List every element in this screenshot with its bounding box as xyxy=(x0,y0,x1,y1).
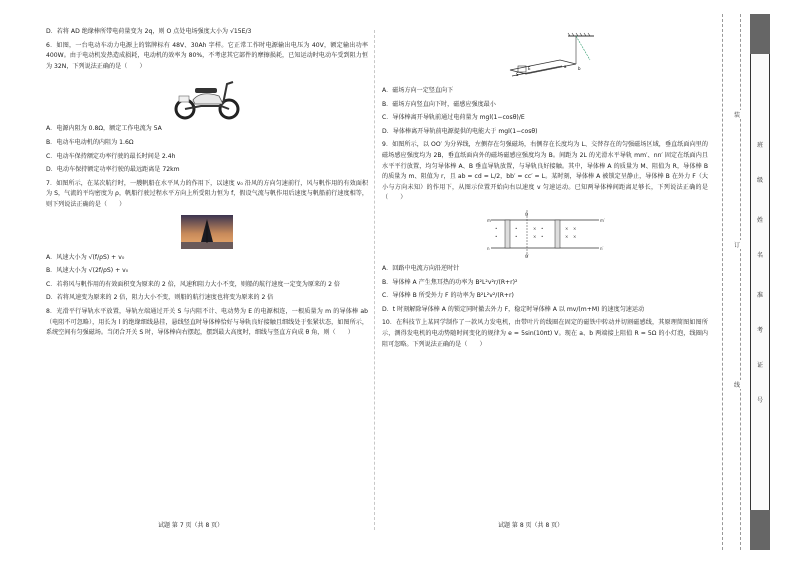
svg-text:•: • xyxy=(515,225,518,231)
strip-label-7: 证 xyxy=(756,362,763,369)
q8-option-a: A．磁场方向一定竖直向下 xyxy=(382,87,454,94)
svg-text:×: × xyxy=(533,225,537,231)
q6-option-d: D．电动车保持额定功率行驶的最远距离是 72km xyxy=(46,166,180,174)
svg-text:•: • xyxy=(495,233,498,239)
q6-option-b: B．电动车电动机的内阻为 1.6Ω xyxy=(46,138,134,146)
strip-dark-top xyxy=(750,14,770,54)
q8-option-b: B．磁场方向竖直向下时，磁感应强度最小 xyxy=(382,100,496,108)
q7-option-c: C．若将风与帆作用的有效面积变为原来的 2 倍，风速和阻力大小不变，则船的航行速度一定变为原来的 2 倍 xyxy=(46,280,340,288)
binding-label-xian: 线 xyxy=(730,380,744,389)
svg-text:×: × xyxy=(565,233,569,239)
rail-pendulum-diagram xyxy=(490,30,600,82)
q6-stem: 6．如图，一台电动车动力电源上的铭牌标有 48V、30Ah 字样。它正常工作时电源输出电压为 40V，额定输出功率 400W。由于电动机发热造成损耗，电动机的效率为 80%，不考虑其它部件的摩擦损耗，已知运动时电动车受到阻力恒为 32N，下列说法正确的是（ ） xyxy=(46,41,368,70)
strip-label-5: 准 xyxy=(756,292,763,299)
q8-stem: 8．光滑平行导轨水平放置，导轨左端通过开关 S 与内阻不计、电动势为 E 的电源相连，一根质量为 m 的导体棒 ab（电阻不可忽略），用长为 l 的绝缘细线悬挂，悬线竖直时导体棒恰好与导轨良好接触且细线处于张紧状态，如图所示，系统空间有匀强磁场。当闭合开关 S 时，导体棒向右摆起，摆到最大高度时，细线与竖直方向成 θ 角，则（ ） xyxy=(46,307,368,337)
student-info-strip xyxy=(750,14,770,550)
q5-option-d: D．若将 AD 绝缘棒所带电荷量变为 2q，则 O 点处电场强度大小为 √15E/3 xyxy=(46,28,252,35)
svg-text:b: b xyxy=(578,66,581,71)
page-divider xyxy=(374,30,375,530)
magnetic-field-diagram xyxy=(485,208,605,260)
strip-label-8: 号 xyxy=(756,397,763,404)
strip-label-1: 班 xyxy=(756,142,763,149)
binding-dashline-outer xyxy=(722,14,723,550)
q9-option-d: D．t 时刻解除导体棒 A 的锁定同时撤去外力 F，稳定时导体棒 A 以 mv/(m+M) 的速度匀速运动 xyxy=(382,305,645,313)
strip-label-6: 考 xyxy=(756,327,763,334)
svg-text:×: × xyxy=(565,225,569,231)
svg-text:m′: m′ xyxy=(600,217,605,223)
left-page xyxy=(46,26,368,341)
svg-text:S: S xyxy=(516,72,519,77)
strip-dark-bottom xyxy=(750,510,770,550)
strip-label-2: 级 xyxy=(756,177,763,184)
binding-dashline-inner xyxy=(740,14,741,550)
svg-text:×: × xyxy=(573,225,577,231)
svg-text:×: × xyxy=(533,233,537,239)
q6-option-a: A．电源内阻为 0.8Ω，额定工作电流为 5A xyxy=(46,125,162,133)
svg-text:•: • xyxy=(541,233,544,239)
svg-text:•: • xyxy=(495,225,498,231)
q9-option-b: B．导体棒 A 产生焦耳热的功率为 B²L²v²r/(R+r)² xyxy=(382,278,518,286)
svg-text:n: n xyxy=(487,245,490,251)
electric-scooter-image xyxy=(171,76,243,120)
q9-option-a: A．回路中电流方向沿逆时针 xyxy=(382,264,460,272)
strip-label-4: 名 xyxy=(756,252,763,259)
svg-text:m: m xyxy=(487,217,491,223)
svg-text:O′: O′ xyxy=(525,253,530,259)
q9-option-c: C．导体棒 B 所受外力 F 的功率为 B²L²v²/(R+r) xyxy=(382,292,514,300)
q7-option-b: B．风速大小为 √(2f/ρS) + v₀ xyxy=(46,267,129,275)
right-page xyxy=(382,26,708,352)
q7-stem: 7．如图所示，在某次航行时，一艘帆船在水平风力的作用下，以速度 v₀ 沿风的方向匀速前行，风与帆作用的有效面积为 S，气流的平均密度为 ρ，帆船行驶过程水平方向上所受阻力恒为 f，假设气流与帆作用后速度与帆船前行速度相等，则下列说法正确的是（ ） xyxy=(46,179,368,208)
q7-option-a: A．风速大小为 √(f/ρS) + v₀ xyxy=(46,253,125,261)
svg-text:×: × xyxy=(573,233,577,239)
binding-label-ding: 订 xyxy=(730,240,744,249)
svg-text:O: O xyxy=(525,211,529,217)
svg-text:E: E xyxy=(528,66,531,71)
q9-stem: 9．如图所示，以 OO′ 为分界线，左侧存在匀强磁场，右侧存在长度均为 L、交替存在的匀强磁场区域，垂直纸面向里的磁场感应强度均为 2B，垂直纸面向外的磁场磁感应强度均为 B。间距为 2L 的光滑水平导轨 mm′、nn′ 固定在纸面内且水平平行放置，均匀导体棒 A、B 垂直导轨放置，与导轨良好接触。其中，导体棒 A 的质量为 M、阻值为 R，导体棒 B 的质量为 m、阻值为 r，且 ab = cd = L/2，bb′ = cc′ = L。某时刻，导体棒 A 被锁定呈静止，导体棒 B 在外力 F（大小与方向未知）的作用下，从图示位置开始向右以速度 v 匀速运动。已知两导体棒间距离足够长，下列说法正确的是（ ） xyxy=(382,141,708,202)
sailboat-photo xyxy=(181,215,233,249)
strip-label-3: 姓 xyxy=(756,217,763,224)
q6-option-c: C．电动车保持额定功率行驶的最长时间是 2.4h xyxy=(46,152,176,160)
q10-stem: 10．在科技节上某同学制作了一款风力发电机，由带叶片的线圈在固定的磁铁中转动并切割磁感线，其原理简图如图所示，测得发电机的电动势随时间变化的规律为 e = 5sin(10πt) V。现在 a、b 两端接上阻值 R = 5Ω 的小灯泡，线圈内阻可忽略。下列说法正确的是（ ） xyxy=(382,319,708,348)
q8-option-c: C．导体棒离开导轨前通过电荷量为 mgl(1−cosθ)/E xyxy=(382,114,525,122)
svg-text:a: a xyxy=(564,64,567,69)
binding-label-zhuang: 装 xyxy=(730,110,744,119)
svg-text:n′: n′ xyxy=(600,245,604,251)
page-footer-right: 试题 第 8 页（共 8 页） xyxy=(498,522,564,529)
q8-option-d: D．导体棒离开导轨前电源提供的电能大于 mgl(1−cosθ) xyxy=(382,127,538,135)
page-footer-left: 试题 第 7 页（共 8 页） xyxy=(158,522,224,529)
svg-text:•: • xyxy=(541,225,544,231)
q7-option-d: D．若将风速变为原来的 2 倍，阻力大小不变，则船的航行速度也将变为原来的 2 倍 xyxy=(46,294,274,302)
svg-text:•: • xyxy=(515,233,518,239)
